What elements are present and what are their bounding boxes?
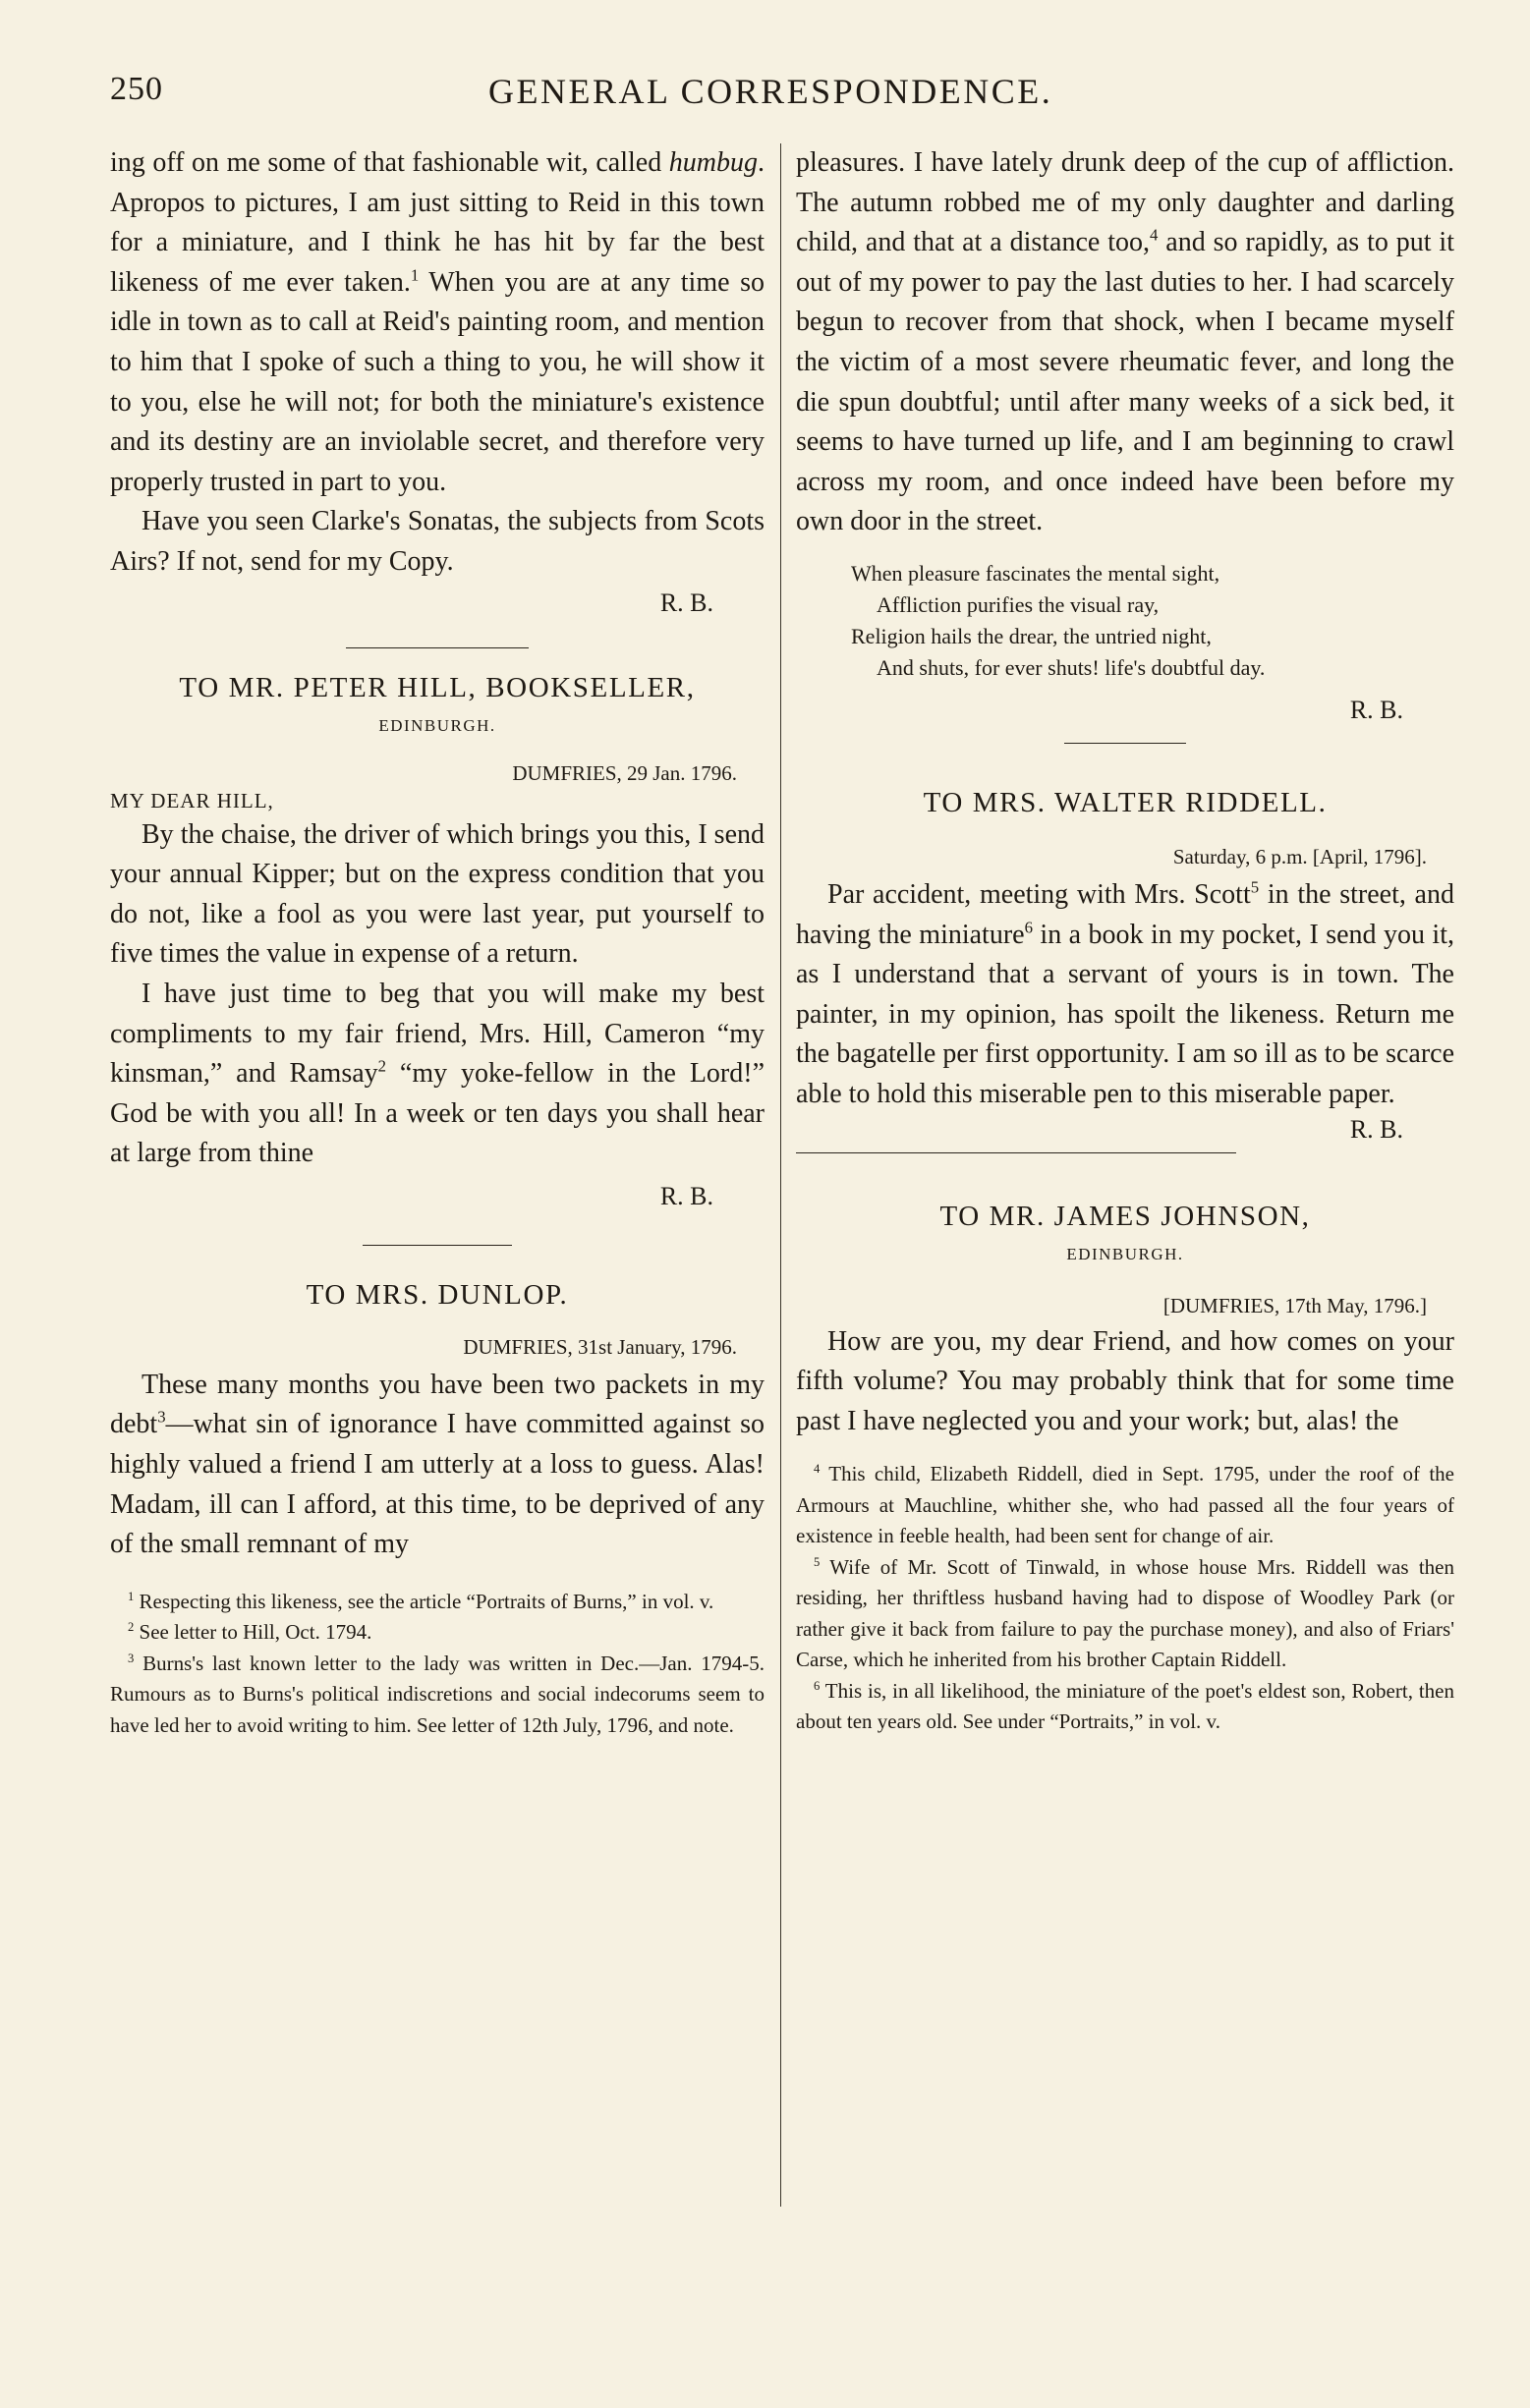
salutation-hill: MY DEAR HILL,: [110, 788, 274, 812]
section-rule: [1064, 743, 1186, 744]
page-header: [110, 71, 1466, 130]
letter-paragraph: By the chaise, the driver of which brings you this, I send your annual Kipper; but on the express condition that you do not, like a fool as you were last year, put yourself to five times the value in expense of a return.: [110, 818, 765, 970]
left-column: [110, 143, 765, 1741]
footnote-ref-2: 2: [377, 1056, 387, 1076]
signature: R. B.: [659, 588, 713, 617]
letter-heading-johnson: TO MR. JAMES JOHNSON,: [939, 1200, 1311, 1232]
signature: R. B.: [1349, 1114, 1403, 1144]
letter-subheading-johnson: EDINBURGH.: [1066, 1244, 1184, 1263]
footnote-ref-3: 3: [157, 1408, 166, 1428]
letter-heading-riddell: TO MRS. WALTER RIDDELL.: [923, 786, 1328, 818]
letter-paragraph: How are you, my dear Friend, and how comes on your fifth volume? You may probably think that for some time past I have neglected you and your work; but, alas! the: [796, 1325, 1454, 1436]
letter-paragraph: I have just time to beg that you will make my best compliments to my fair friend, Mrs. Hill, Cameron “my kinsman,” and Ramsay$^2$ “my yoke-fellow in the Lord!” God be with you all! In a week or ten days you shall hear at large from thine: [110, 978, 765, 1169]
footnote-ref-4: 4: [1150, 225, 1159, 245]
verse-line: And shuts, for ever shuts! life's doubtful day.: [877, 654, 1266, 680]
dateline-hill: DUMFRIES, 29 Jan. 1796.: [512, 760, 737, 785]
dateline-dunlop: DUMFRIES, 31st January, 1796.: [463, 1334, 737, 1359]
footnotes-left: [110, 1587, 765, 1742]
letter-heading-hill: TO MR. PETER HILL, BOOKSELLER,: [179, 671, 696, 703]
footnote: $^3$ Burns's last known letter to the lady was written in Dec.—Jan. 1794-5. Rumours as to Burns's political indiscretions and social indecorums seem to have led her to avoid writing to him. See letter of 12th July, 1796, and note.: [110, 1651, 765, 1737]
dateline-johnson: [DUMFRIES, 17th May, 1796.]: [1162, 1293, 1427, 1317]
footnote-ref-6: 6: [1024, 918, 1033, 937]
footnote: $^4$ This child, Elizabeth Riddell, died in Sept. 1795, under the roof of the Armours at Mauchline, whither she, who had passed all the four years of existence in feeble health, had been sent for change of air.: [796, 1462, 1454, 1548]
running-title: GENERAL CORRESPONDENCE.: [488, 72, 1053, 111]
footnote-ref-5: 5: [1250, 877, 1260, 897]
footnotes-right: [796, 1459, 1454, 1738]
section-rule: [346, 647, 529, 648]
continuation-paragraph-2: Have you seen Clarke's Sonatas, the subjects from Scots Airs? If not, send for my Copy.: [110, 506, 765, 577]
footnote: $^5$ Wife of Mr. Scott of Tinwald, in whose house Mrs. Riddell was then residing, her thriftless husband having had to dispose of Woodley Park (or rather give it back from failure to pay the purchase money), and also of Friars' Carse, which he inherited from his brother Captain Riddell.: [796, 1554, 1454, 1672]
section-rule: [796, 1152, 1236, 1153]
footnote: $^1$ Respecting this likeness, see the article “Portraits of Burns,” in vol. v.: [128, 1589, 714, 1613]
page-number: 250: [110, 71, 163, 107]
dateline-riddell: Saturday, 6 p.m. [April, 1796].: [1172, 844, 1427, 868]
signature: R. B.: [659, 1181, 713, 1210]
right-column: [796, 143, 1454, 1738]
verse-line: When pleasure fascinates the mental sight,: [851, 560, 1220, 586]
continuation-paragraph: ing off on me some of that fashionable wit, called humbug. Apropos to pictures, I am just sitting to Reid in this town for a miniature, and I think he has hit by far the best likeness of me ever taken.$^1$ When you are at any time so idle in town as to call at Reid's painting room, and mention to him that I spoke of such a thing to you, he will show it to you, else he will not; for both the miniature's existence and its destiny are an inviolable secret, and therefore very properly trusted in part to you.: [110, 147, 765, 497]
continuation-paragraph: pleasures. I have lately drunk deep of the cup of affliction. The autumn robbed me of my only daughter and darling child, and that at a distance too,$^4$ and so rapidly, as to put it out of my power to pay the last duties to her. I had scarcely begun to recover from that shock, when I became myself the victim of a most severe rheumatic fever, and long the die spun doubtful; until after many weeks of a sick bed, it seems to have turned up life, and I am beginning to crawl across my room, and once indeed have been before my own door in the street.: [796, 147, 1454, 537]
section-rule: [363, 1245, 512, 1246]
verse-line: Religion hails the drear, the untried night,: [851, 623, 1212, 648]
verse-line: Affliction purifies the visual ray,: [877, 591, 1160, 617]
footnote: $^6$ This is, in all likelihood, the miniature of the poet's eldest son, Robert, then about ten years old. See under “Portraits,” in vol. v.: [796, 1678, 1454, 1734]
signature: R. B.: [1349, 695, 1403, 724]
letter-subheading-hill: EDINBURGH.: [378, 715, 496, 735]
footnote: $^2$ See letter to Hill, Oct. 1794.: [128, 1620, 372, 1645]
verse-stanza: [851, 558, 1454, 684]
footnote-ref-1: 1: [410, 265, 420, 285]
letter-heading-dunlop: TO MRS. DUNLOP.: [306, 1278, 569, 1311]
column-divider: [780, 143, 781, 2207]
letter-paragraph: These many months you have been two packets in my debt$^3$—what sin of ignorance I have committed against so highly valued a friend I am utterly at a loss to guess. Alas! Madam, ill can I afford, at this time, to be deprived of any of the small remnant of my: [110, 1369, 765, 1560]
letter-paragraph: Par accident, meeting with Mrs. Scott$^5$ in the street, and having the miniature$^6$ in a book in my pocket, I send you it, as I understand that a servant of yours is in town. The painter, in my opinion, has spoilt the likeness. Return me the bagatelle per first opportunity. I am so ill as to be scarce able to hold this miserable pen to this miserable paper.: [796, 877, 1454, 1109]
humbug-italic: humbug: [668, 147, 759, 178]
